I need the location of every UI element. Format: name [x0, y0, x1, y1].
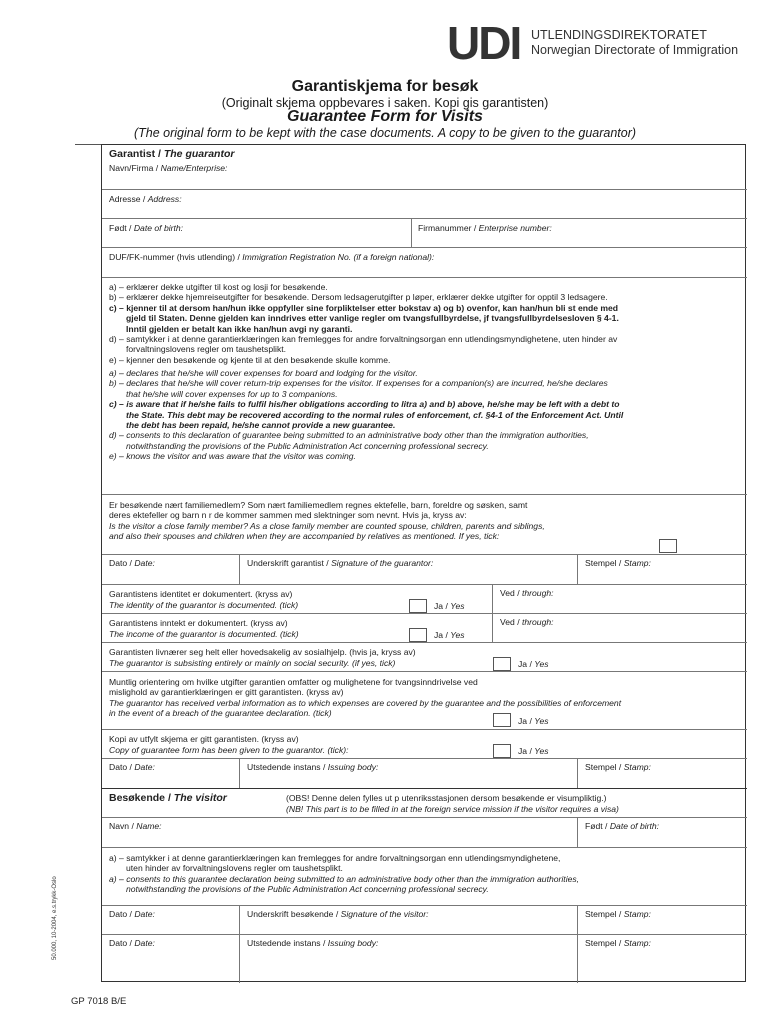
copy-given-row	[102, 729, 747, 758]
issuing-body-label: Utstedende instans / Issuing body:	[247, 762, 379, 772]
date-label: Dato / Date:	[109, 909, 155, 919]
date-label: Dato / Date:	[109, 558, 155, 568]
divider	[577, 935, 578, 983]
visitor-dob-label: Født / Date of birth:	[585, 821, 660, 831]
social-en: The guarantor is subsisting entirely or mainly on social security. (if yes, tick)	[109, 658, 396, 668]
org-name-en: Norwegian Directorate of Immigration	[531, 43, 739, 57]
family-text: Er besøkende nært familiemedlem? Som nært familiemedlem regnes ektefelle, barn, foreldre og søsken, samt deres ektefeller og barn n r de kommer sammen med slektninger som nevnt. Hvis ja, kryss av: Is the visitor a close family member? As a close family member are counted spouse, children, parents and siblings, and also their spouses and children when they are accompanied by relatives as mentioned. If yes, tick:	[109, 500, 545, 542]
guarantor-dob-row[interactable]	[102, 218, 747, 247]
divider	[577, 906, 578, 935]
social-security-row	[102, 642, 747, 671]
stamp-label: Stempel / Stamp:	[585, 938, 651, 948]
visitor-name-label: Navn / Name:	[109, 821, 162, 831]
visitor-issuing-body-row[interactable]	[102, 934, 747, 983]
identity-checkbox[interactable]	[409, 599, 427, 613]
divider	[239, 906, 240, 935]
visitor-consent-row	[102, 847, 747, 905]
issuing-body-label: Utstedende instans / Issuing body:	[247, 938, 379, 948]
divider	[577, 555, 578, 585]
stamp-label: Stempel / Stamp:	[585, 558, 651, 568]
subtitle-no: (Originalt skjema oppbevares i saken. Kopi gis garantisten)	[221, 96, 549, 110]
verbal-info-text: Muntlig orientering om hvilke utgifter garantien omfatter og mulighetene for tvangsinndrivelse ved mislighold av garantierklæringen er gitt garantisten. (kryss av) The guarantor has received verbal information as to which expenses are covered by the guarantee and the possibilities of enforcement in the event of a breach of the guarantee declaration. (tick)	[109, 677, 622, 719]
form-code: GP 7018 B/E	[71, 996, 127, 1007]
visitor-signature-label: Underskrift besøkende / Signature of the visitor:	[247, 909, 429, 919]
enterprise-number-label: Firmanummer / Enterprise number:	[418, 223, 552, 233]
stamp-label: Stempel / Stamp:	[585, 762, 651, 772]
identity-no: Garantistens identitet er dokumentert. (kryss av)	[109, 589, 293, 599]
guarantor-heading: Garantist / The guarantor	[109, 148, 235, 160]
subtitle-en: (The original form to be kept with the case documents. A copy to be given to the guarantor)	[133, 126, 637, 140]
declarations-block	[102, 277, 747, 494]
visitor-name-row[interactable]	[102, 817, 747, 847]
divider	[577, 759, 578, 789]
name-enterprise-label: Navn/Firma / Name/Enterprise:	[109, 163, 228, 173]
org-name-no: UTLENDINGSDIREKTORATET	[531, 28, 707, 42]
verbal-info-row	[102, 671, 747, 729]
visitor-note-no: (OBS! Denne delen fylles ut p utenriksstasjonen dersom besøkende er visumpliktig.)	[286, 793, 607, 803]
visitor-consent-text: a) – samtykker i at denne garantierklæringen kan fremlegges for andre forvaltningsorgan enn utlendingsmyndighetene, uten hinder av forvaltningslovens regler om taushetsplikt. a) – consents to this guarantee declaration being submitted to an administrative body other than the immigration authorities, notwithstanding the provisions of the Public Administration Act concerning professional secrecy.	[109, 853, 580, 895]
guarantor-address-row[interactable]	[102, 189, 747, 218]
divider	[239, 759, 240, 789]
guarantor-signature-row[interactable]	[102, 554, 747, 584]
duf-number-row[interactable]	[102, 247, 747, 277]
copy-no: Kopi av utfylt skjema er gitt garantisten. (kryss av)	[109, 734, 299, 744]
stamp-label: Stempel / Stamp:	[585, 909, 651, 919]
org-name	[531, 28, 738, 58]
fold-mark	[75, 144, 101, 145]
yes-label: Ja / Yes	[434, 630, 465, 640]
social-no: Garantisten livnærer seg helt eller hovedsakelig av sosialhjelp. (hvis ja, kryss av)	[109, 647, 416, 657]
through-label: Ved / through:	[500, 617, 554, 627]
title-no: Garantiskjema for besøk	[291, 78, 479, 95]
divider	[239, 935, 240, 983]
visitor-heading: Besøkende / The visitor	[109, 792, 227, 804]
guarantee-form	[101, 144, 746, 982]
yes-label: Ja / Yes	[434, 601, 465, 611]
title-en: Guarantee Form for Visits	[287, 108, 483, 125]
social-security-checkbox[interactable]	[493, 657, 511, 671]
visitor-signature-row[interactable]	[102, 905, 747, 934]
declarations-no: a) – erklærer dekke utgifter til kost og losji for besøkende. b) – erklærer dekke hjemreiseutgifter for besøkende. Dersom ledsagerutgifter p løper, erklærer dekke utgifter for opptil 3 ledsagere. c) – kjenner til at dersom han/hun ikke oppfyller sine forpliktelser etter bokstav a) og b) ovenfor, kan han/hun bli st ende med gjeld til Staten. Denne gjelden kan inndrives etter vanlige regler om tvangsfullbyrdelse, jf tvangsfullbyrdelsesloven § 4-1. Inntil gjelden er betalt kan ikke han/hun avgi ny garanti. d) – samtykker i at denne garantierklæringen kan fremlegges for andre forvaltningsorgan enn utlendingsmyndighetene, uten hinder av forvaltningslovens regler om taushetsplikt. e) – kjenner den besøkende og kjente til at den besøkende skulle komme.	[109, 282, 619, 365]
guarantor-name-row[interactable]	[102, 145, 747, 189]
logo-mark: UDI	[447, 17, 521, 69]
income-no: Garantistens inntekt er dokumentert. (kryss av)	[109, 618, 288, 628]
divider	[492, 585, 493, 614]
issuing-body-row[interactable]	[102, 758, 747, 788]
divider	[492, 614, 493, 643]
divider	[577, 818, 578, 848]
yes-label: Ja / Yes	[518, 716, 549, 726]
identity-check-row	[102, 584, 747, 613]
yes-label: Ja / Yes	[518, 746, 549, 756]
identity-en: The identity of the guarantor is documented. (tick)	[109, 600, 299, 610]
family-member-block	[102, 494, 747, 554]
income-en: The income of the guarantor is documented. (tick)	[109, 629, 299, 639]
duf-label: DUF/FK-nummer (hvis utlending) / Immigration Registration No. (if a foreign national):	[109, 252, 435, 262]
visitor-header-row	[102, 788, 747, 817]
income-check-row	[102, 613, 747, 642]
print-info: 50.000, 10-2004, e.s.trykk-Oslo	[52, 876, 58, 960]
udi-logo	[447, 17, 521, 69]
declarations-en: a) – declares that he/she will cover expenses for board and lodging for the visitor. b) – declares that he/she will cover return-trip expenses for the visitor. If expenses for a companion(s) are incurred, he/she declares that he/she will cover expenses for up to 3 companions. c) – is aware that if he/she fails to fulfil his/her obligations according to litra a) and b) above, he/she may be left with a debt to the State. This debt may be recovered according to the normal rules of enforcement, cf. §4-1 of the Enforcement Act. Until the debt has been repaid, he/she cannot provide a new guarantee. d) – consents to this declaration of guarantee being submitted to an administrative body other than the immigration authorities, notwithstanding the provisions of the Public Administration Act concerning professional secrecy. e) – knows the visitor and was aware that the visitor was coming.	[109, 368, 624, 462]
divider	[411, 219, 412, 248]
dob-label: Født / Date of birth:	[109, 223, 184, 233]
verbal-info-checkbox[interactable]	[493, 713, 511, 727]
date-label: Dato / Date:	[109, 938, 155, 948]
through-label: Ved / through:	[500, 588, 554, 598]
copy-given-checkbox[interactable]	[493, 744, 511, 758]
copy-en: Copy of guarantee form has been given to the guarantor. (tick):	[109, 745, 349, 755]
family-member-checkbox[interactable]	[659, 539, 677, 553]
yes-label: Ja / Yes	[518, 659, 549, 669]
address-label: Adresse / Address:	[109, 194, 182, 204]
visitor-note-en: (NB! This part is to be filled in at the foreign service mission if the visitor requires a visa)	[286, 804, 619, 814]
date-label: Dato / Date:	[109, 762, 155, 772]
divider	[239, 555, 240, 585]
guarantor-signature-label: Underskrift garantist / Signature of the guarantor:	[247, 558, 434, 568]
income-checkbox[interactable]	[409, 628, 427, 642]
